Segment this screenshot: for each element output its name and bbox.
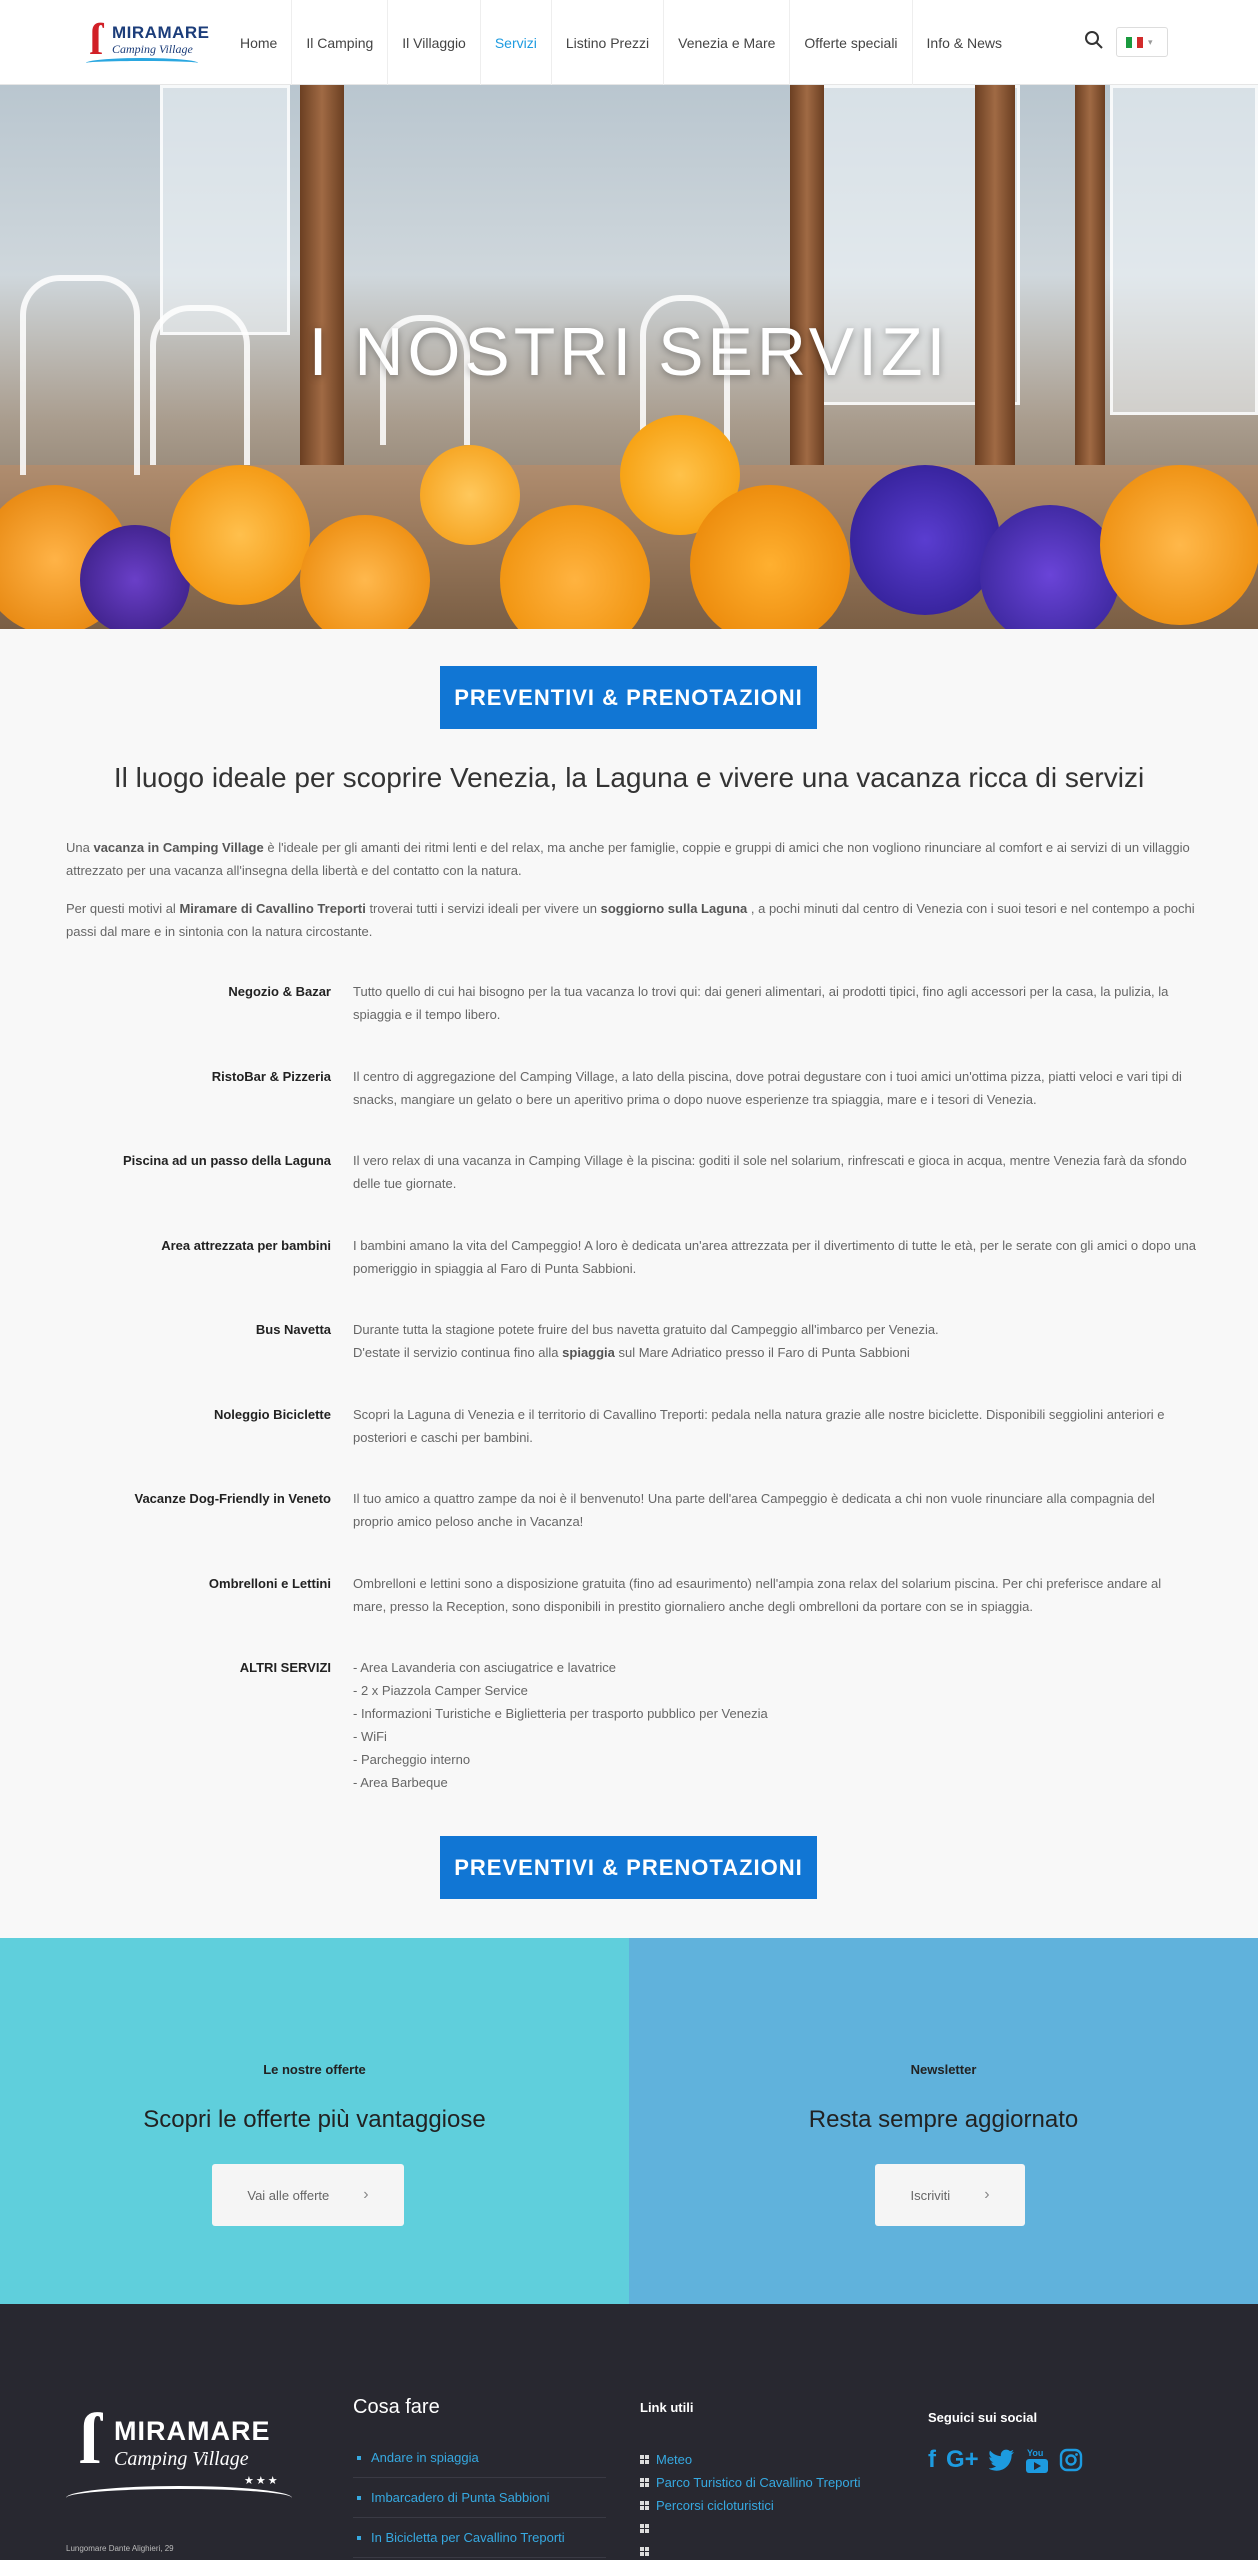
view-offers-label: Vai alle offerte — [247, 2187, 330, 2203]
service-name: Ombrelloni e Lettini — [208, 1576, 331, 1591]
text-span: troverai tutti i servizi ideali per vivere un — [365, 901, 601, 916]
cosa-fare-list — [353, 2438, 606, 2558]
footer-logo-subtitle: Camping Village — [114, 2448, 249, 2470]
link-utili-item[interactable] — [640, 2540, 900, 2560]
hero-flower — [850, 465, 1000, 615]
view-offers-button[interactable] — [212, 2164, 404, 2226]
search-icon[interactable] — [1084, 30, 1104, 50]
footer-logo-wave-icon — [66, 2486, 292, 2510]
intro-paragraph — [66, 836, 1196, 882]
text-bold: spiaggia — [562, 1345, 615, 1360]
cosa-fare-title: Cosa fare — [353, 2396, 440, 2418]
nav-il-villaggio[interactable]: Il Villaggio — [388, 0, 481, 85]
hero-window — [160, 85, 290, 335]
intro-paragraph — [66, 897, 1196, 943]
chevron-right-icon: › — [363, 2186, 369, 2203]
italian-flag-icon — [1126, 37, 1143, 48]
subscribe-label: Iscriviti — [910, 2187, 951, 2203]
service-name: Area attrezzata per bambini — [161, 1238, 331, 1253]
site-footer — [0, 2304, 1258, 2560]
instagram-icon[interactable] — [1059, 2446, 1083, 2474]
logo-mark-icon: ſ — [90, 15, 103, 64]
service-description: Ombrelloni e lettini sono a disposizione gratuita (fino ad esaurimento) nell'ampia zona relax del solarium piscina. Per chi preferisce andare al mare, presso la Reception, sono disponibili in prestito giornaliero anche degli ombrelloni da portare con se in spiaggia. — [353, 1576, 1162, 1614]
service-description: Scopri la Laguna di Venezia e il territorio di Cavallino Treporti: pedala nella natura grazie alle nostre biciclette. Disponibili seggiolini anteriori e posteriori e caschi per bambini. — [353, 1407, 1165, 1445]
grid-icon — [640, 2501, 649, 2510]
link-utili-item[interactable] — [640, 2471, 900, 2494]
grid-icon — [640, 2478, 649, 2487]
service-list-item: - Area Lavanderia con asciugatrice e lavatrice — [353, 1660, 617, 1675]
text-bold: soggiorno sulla Laguna — [600, 901, 748, 916]
svg-text:You: You — [1026, 2448, 1044, 2458]
nav-listino-prezzi[interactable]: Listino Prezzi — [552, 0, 664, 85]
nav-home[interactable]: Home — [226, 0, 292, 85]
service-name: Vacanze Dog-Friendly in Veneto — [134, 1491, 331, 1506]
service-name: Piscina ad un passo della Laguna — [122, 1153, 331, 1168]
service-list-item: - Area Barbeque — [353, 1775, 448, 1790]
main-nav — [226, 0, 1016, 85]
preventivi-prenotazioni-button[interactable]: PREVENTIVI & PRENOTAZIONI — [440, 1836, 817, 1899]
nav-info-news[interactable]: Info & News — [926, 34, 1003, 51]
service-description: Il vero relax di una vacanza in Camping Village è la piscina: goditi il sole nel solarium, rinfrescati e gioca in acqua, mentre Venezia farà da sfondo delle tue giornate. — [353, 1153, 1187, 1191]
site-header — [0, 0, 1258, 85]
service-list-item: - WiFi — [353, 1729, 387, 1744]
intro-title: Il luogo ideale per scoprire Venezia, la Laguna e vivere una vacanza ricca di servizi — [113, 762, 1145, 793]
footer-address: Lungomare Dante Alighieri, 29 — [66, 2544, 174, 2553]
service-description-line — [353, 1341, 1196, 1364]
site-logo[interactable] — [82, 12, 210, 72]
offers-kicker: Le nostre offerte — [263, 2062, 366, 2077]
logo-subtitle: Camping Village — [112, 42, 193, 56]
subscribe-button[interactable] — [875, 2164, 1025, 2226]
text-span: Per questi motivi al — [66, 901, 180, 916]
hero-flower — [170, 465, 310, 605]
logo-wave-icon — [86, 58, 198, 68]
service-description: I bambini amano la vita del Campeggio! A loro è dedicata un'area attrezzata per il divertimento di tutte le età, per le serate con gli amici o dopo una pomeriggio in spiaggia al Faro di Punta Sabbioni. — [353, 1238, 1196, 1276]
hero-banner — [0, 85, 1258, 629]
footer-logo-mark-icon: ſ — [80, 2399, 101, 2479]
text-span: sul Mare Adriatico presso il Faro di Punta Sabbioni — [614, 1345, 910, 1360]
text-span: D'estate il servizio continua fino alla — [353, 1345, 563, 1360]
link-utili-item[interactable] — [640, 2517, 900, 2540]
nav-il-camping[interactable]: Il Camping — [292, 0, 388, 85]
newsletter-title: Resta sempre aggiornato — [808, 2106, 1079, 2133]
offers-section — [0, 1938, 629, 2304]
service-name: Negozio & Bazar — [228, 984, 331, 999]
service-name: Noleggio Biciclette — [213, 1407, 331, 1422]
footer-logo-stars: ★★★ — [244, 2475, 280, 2487]
cosa-fare-link[interactable]: Andare in spiaggia — [353, 2438, 606, 2478]
page-title: I NOSTRI SERVIZI — [308, 314, 950, 390]
service-description-line: Durante tutta la stagione potete fruire del bus navetta gratuito dal Campeggio all'imbarco per Venezia. — [353, 1322, 939, 1337]
social-links — [928, 2446, 1083, 2474]
service-description — [353, 1656, 1196, 1794]
google-plus-icon[interactable]: G+ — [946, 2446, 979, 2473]
newsletter-kicker: Newsletter — [910, 2062, 977, 2077]
nav-offerte-speciali[interactable]: Offerte speciali — [790, 0, 912, 85]
hero-flower — [420, 445, 520, 545]
cosa-fare-link[interactable]: In Bicicletta per Cavallino Treporti — [353, 2518, 606, 2558]
service-description: Il centro di aggregazione del Camping Village, a lato della piscina, dove potrai degustare con i tuoi amici un'ottima pizza, piatti veloci e vari tipi di snacks, mangiare un gelato o bere un aperitivo prima o dopo nuove esperienze tra spiaggia, mare e i tesori di Venezia. — [353, 1069, 1182, 1107]
grid-icon — [640, 2547, 649, 2556]
text-bold: Miramare di Cavallino Treporti — [179, 901, 366, 916]
grid-icon — [640, 2524, 649, 2533]
service-list-item: - Informazioni Turistiche e Biglietteria per trasporto pubblico per Venezia — [353, 1706, 768, 1721]
newsletter-section — [629, 1938, 1258, 2304]
text-span: Una — [66, 840, 94, 855]
link-utili-label: Parco Turistico di Cavallino Treporti — [656, 2475, 861, 2490]
link-utili-label: Meteo — [656, 2452, 693, 2467]
nav-servizi[interactable]: Servizi — [481, 0, 552, 85]
offers-title: Scopri le offerte più vantaggiose — [143, 2106, 486, 2133]
service-description: Il tuo amico a quattro zampe da noi è il benvenuto! Una parte dell'area Campeggio è dedicata a chi non vuole rinunciare alla compagnia del proprio amico peloso anche in Vacanza! — [353, 1491, 1155, 1529]
service-name: RistoBar & Pizzeria — [211, 1069, 331, 1084]
grid-icon — [640, 2455, 649, 2464]
text-bold: vacanza in Camping Village — [93, 840, 264, 855]
footer-logo-name: MIRAMARE — [114, 2416, 271, 2446]
hero-flower — [1100, 465, 1258, 625]
link-utili-item[interactable] — [640, 2494, 900, 2517]
footer-logo[interactable] — [66, 2394, 296, 2512]
logo-name: MIRAMARE — [112, 23, 210, 42]
twitter-icon[interactable] — [989, 2446, 1015, 2474]
language-selector[interactable] — [1116, 27, 1168, 57]
service-list-item: - Parcheggio interno — [353, 1752, 471, 1767]
text-span: , a pochi minuti dal centro di Venezia con i suoi tesori e nel contempo a pochi passi dal mare e in sintonia con la natura circostante. — [66, 901, 1195, 939]
preventivi-prenotazioni-button[interactable]: PREVENTIVI & PRENOTAZIONI — [440, 666, 817, 729]
text-span: è l'ideale per gli amanti dei ritmi lenti e del relax, ma anche per famiglie, coppie e gruppi di amici che non vogliono rinunciare al comfort e ai servizi di un villaggio attrezzato per una vacanza all'insegna della libertà e del contatto con la natura. — [66, 840, 1190, 878]
link-utili-title: Link utili — [640, 2400, 694, 2415]
nav-venezia-e-mare[interactable]: Venezia e Mare — [664, 0, 790, 85]
social-title: Seguici sui social — [928, 2410, 1038, 2425]
service-list-item: - 2 x Piazzola Camper Service — [353, 1683, 528, 1698]
link-utili-item[interactable] — [640, 2448, 900, 2471]
youtube-icon[interactable] — [1025, 2446, 1049, 2474]
link-utili-label: Percorsi cicloturistici — [656, 2498, 774, 2513]
service-description — [353, 1318, 1196, 1364]
facebook-icon[interactable]: f — [928, 2446, 936, 2473]
chevron-down-icon: ▾ — [1148, 36, 1153, 47]
chevron-right-icon: › — [984, 2186, 990, 2203]
service-name: Bus Navetta — [255, 1322, 331, 1337]
link-utili-list — [640, 2448, 900, 2560]
service-name: ALTRI SERVIZI — [239, 1660, 331, 1675]
cosa-fare-link[interactable]: Imbarcadero di Punta Sabbioni — [353, 2478, 606, 2518]
service-description: Tutto quello di cui hai bisogno per la tua vacanza lo trovi qui: dai generi alimentari, ai prodotti tipici, fino agli accessori per la casa, la pulizia, la spiaggia e il tempo libero. — [353, 984, 1169, 1022]
